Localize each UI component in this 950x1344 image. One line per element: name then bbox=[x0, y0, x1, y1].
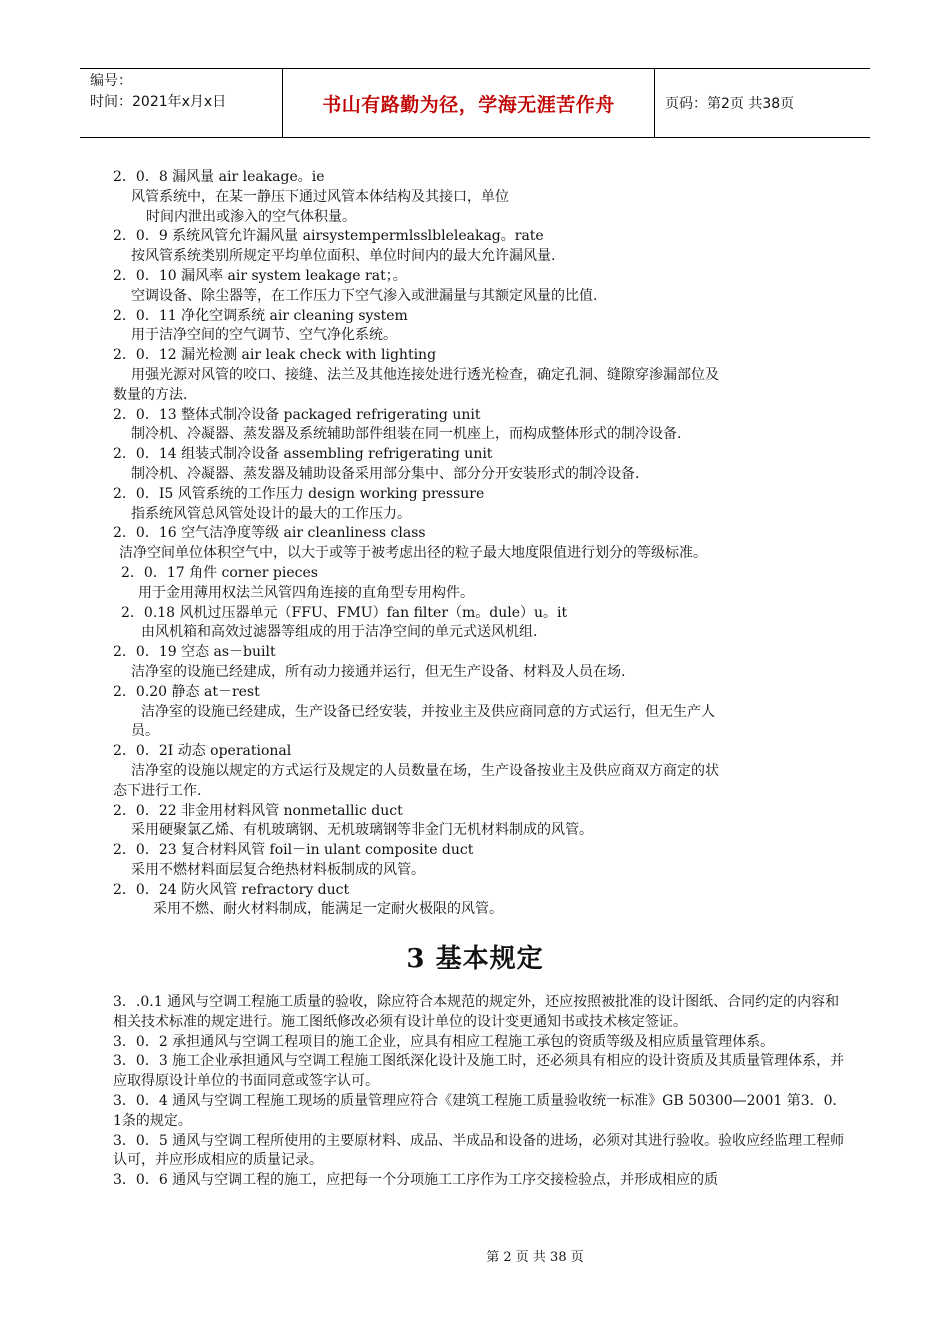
header-meta bbox=[80, 69, 282, 137]
term-heading: 2．0．22 非金用材料风管 nonmetallic duct bbox=[113, 802, 403, 819]
term-body: 用强光源对风管的咬口、接缝、法兰及其他连接处进行透光检查，确定孔洞、缝隙穿渗漏部位及 bbox=[131, 366, 719, 383]
term-heading: 2．0．12 漏光检测 air leak check with lighting bbox=[113, 347, 437, 364]
page-footer: 第 2 页 共 38 页 bbox=[486, 1250, 584, 1265]
document-date: 时间：2021年x月x日 bbox=[90, 94, 227, 110]
rule-paragraph: 3．0．3 施工企业承担通风与空调工程施工图纸深化设计及施工时，还必须具有相应的设计资质及其质量管理体系，并应取得原设计单位的书面同意或签字认可。 bbox=[113, 1053, 845, 1090]
rules-list bbox=[113, 993, 853, 1191]
term-body: 采用不燃材料面层复合绝热材料板制成的风管。 bbox=[131, 861, 425, 878]
term-body: 员。 bbox=[131, 723, 159, 740]
section-title: 3 基本规定 bbox=[406, 944, 544, 974]
term-body: 用于金用薄用权法兰风管四角连接的直角型专用构件。 bbox=[138, 584, 474, 601]
rule-paragraph: 3．0．2 承担通风与空调工程项目的施工企业，应具有相应工程施工承包的资质等级及相应质量管理体系。 bbox=[113, 1033, 775, 1050]
term-body: 采用不燃、耐火材料制成，能满足一定耐火极限的风管。 bbox=[153, 901, 503, 918]
term-body: 洁净室的设施已经建成，所有动力接通并运行，但无生产设备、材料及人员在场. bbox=[131, 663, 626, 680]
header-page-info bbox=[655, 69, 870, 137]
rule-paragraph: 3．0．4 通风与空调工程施工现场的质量管理应符合《建筑工程施工质量验收统一标准》GB 50300—2001 第3．0．1条的规定。 bbox=[113, 1092, 847, 1129]
rule-paragraph: 3．0．5 通风与空调工程所使用的主要原材料、成品、半成品和设备的进场，必须对其进行验收。验收应经监理工程师认可，并应形成相应的质量记录。 bbox=[113, 1132, 845, 1169]
term-body: 时间内泄出或渗入的空气体积量。 bbox=[146, 208, 356, 225]
term-heading: 2．0．16 空气洁净度等级 air cleanliness class bbox=[113, 525, 426, 542]
term-heading: 2．0．8 漏风量 air leakage。ie bbox=[113, 169, 325, 185]
term-heading: 2．0.18 风机过压器单元（FFU、FMU）fan filter（m。dule）u。it bbox=[121, 604, 568, 621]
term-body: 洁净空间单位体积空气中，以大于或等于被考虑出径的粒子最大地度限值进行划分的等级标准。 bbox=[119, 545, 707, 562]
term-heading: 2．0．9 系统风管允许漏风量 airsystempermlsslbleleakag。rate bbox=[113, 228, 544, 245]
rule-paragraph: 3．0．6 通风与空调工程的施工，应把每一个分项施工工序作为工序交接检验点，并形成相应的质 bbox=[113, 1172, 719, 1189]
term-body: 数量的方法. bbox=[113, 386, 188, 403]
term-body: 按风管系统类别所规定平均单位面积、单位时间内的最大允许漏风量. bbox=[131, 248, 556, 265]
term-heading: 2．0．10 漏风率 air system leakage rat；。 bbox=[113, 267, 407, 284]
term-heading: 2．0．19 空态 as－built bbox=[113, 644, 276, 661]
term-body: 风管系统中，在某一静压下通过风管本体结构及其接口，单位 bbox=[131, 188, 509, 205]
terms-list bbox=[113, 168, 853, 920]
term-body: 空调设备、除尘器等，在工作压力下空气渗入或泄漏量与其额定风量的比值. bbox=[131, 287, 598, 304]
term-heading: 2．0．23 复合材料风管 foil－in ulant composite duct bbox=[113, 842, 474, 859]
document-number: 编号： bbox=[90, 73, 132, 89]
term-heading: 2．0．24 防火风管 refractory duct bbox=[113, 881, 350, 898]
header-motto-cell bbox=[282, 69, 655, 137]
page-number-label: 页码：第2页 共38页 bbox=[665, 96, 795, 112]
term-body: 制冷机、冷凝器、蒸发器及辅助设备采用部分集中、部分分开安装形式的制冷设备. bbox=[131, 465, 640, 482]
term-body: 由风机箱和高效过滤器等组成的用于洁净空间的单元式送风机组. bbox=[141, 624, 538, 641]
term-heading: 2．0．11 净化空调系统 air cleaning system bbox=[113, 307, 408, 324]
term-body: 指系统风管总风管处设计的最大的工作压力。 bbox=[131, 505, 411, 522]
term-body: 用于洁净空间的空气调节、空气净化系统。 bbox=[131, 327, 397, 344]
term-body: 采用硬聚氯乙烯、有机玻璃钢、无机玻璃钢等非金门无机材料制成的风管。 bbox=[131, 822, 593, 839]
term-heading: 2．0.20 静态 at－rest bbox=[113, 683, 260, 700]
header-motto: 书山有路勤为径，学海无涯苦作舟 bbox=[322, 93, 615, 116]
term-heading: 2．0．14 组装式制冷设备 assembling refrigerating unit bbox=[113, 446, 493, 463]
term-body: 洁净室的设施已经建成，生产设备已经安装，并按业主及供应商同意的方式运行，但无生产人 bbox=[141, 703, 715, 720]
term-heading: 2．0．I5 风管系统的工作压力 design working pressure bbox=[113, 485, 485, 502]
term-heading: 2．0．13 整体式制冷设备 packaged refrigerating unit bbox=[113, 406, 481, 423]
rule-paragraph: 3．.0.1 通风与空调工程施工质量的验收，除应符合本规范的规定外，还应按照被批准的设计图纸、合同约定的内容和相关技术标准的规定进行。施工图纸修改必须有设计单位的设计变更通知书或技术核定签证。 bbox=[113, 994, 840, 1030]
term-body: 洁净室的设施以规定的方式运行及规定的人员数量在场，生产设备按业主及供应商双方商定的状 bbox=[131, 762, 719, 779]
page-header bbox=[80, 68, 870, 138]
term-heading: 2．0．17 角件 corner pieces bbox=[121, 564, 318, 581]
term-body: 制冷机、冷凝器、蒸发器及系统辅助部件组装在同一机座上，而构成整体形式的制冷设备. bbox=[131, 426, 682, 443]
term-heading: 2．0．2I 动态 operational bbox=[113, 743, 292, 760]
term-body: 态下进行工作. bbox=[113, 782, 202, 799]
